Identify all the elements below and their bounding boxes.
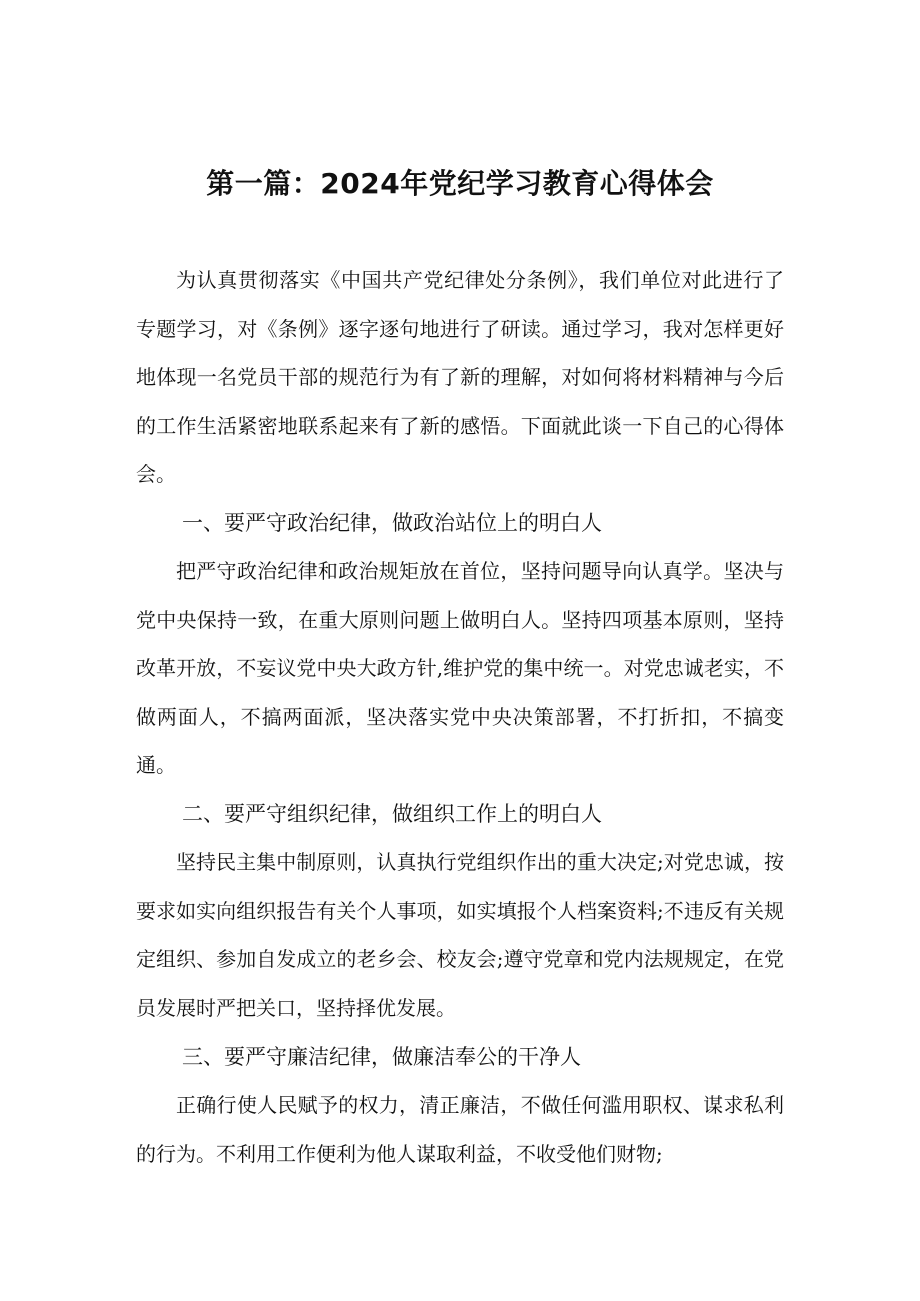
section-heading-integrity: 三、要严守廉洁纪律，做廉洁奉公的干净人: [182, 1045, 581, 1069]
section-body-political: 把严守政治纪律和政治规矩放在首位，坚持问题导向认真学。坚决与党中央保持一致，在重大原则问题上做明白人。坚持四项基本原则，坚持改革开放，不妄议党中央大政方针,维护党的集中统一。对党忠诚老实，不做两面人，不搞两面派，坚决落实党中央决策部署，不打折扣，不搞变通。: [136, 559, 784, 777]
section-heading-political: 一、要严守政治纪律，做政治站位上的明白人: [182, 511, 602, 535]
intro-paragraph: 为认真贯彻落实《中国共产党纪律处分条例》，我们单位对此进行了专题学习，对《条例》逐字逐句地进行了研读。通过学习，我对怎样更好地体现一名党员干部的规范行为有了新的理解，对如何将材料精神与今后的工作生活紧密地联系起来有了新的感悟。下面就此谈一下自己的心得体会。: [136, 268, 784, 486]
section-body-organizational: 坚持民主集中制原则，认真执行党组织作出的重大决定;对党忠诚，按要求如实向组织报告有关个人事项，如实填报个人档案资料;不违反有关规定组织、参加自发成立的老乡会、校友会;遵守党章和党内法规规定，在党员发展时严把关口，坚持择优发展。: [136, 850, 784, 1020]
document-title: 第一篇：2024年党纪学习教育心得体会: [206, 167, 714, 200]
section-heading-organizational: 二、要严守组织纪律，做组织工作上的明白人: [182, 802, 602, 826]
section-body-integrity: 正确行使人民赋予的权力，清正廉洁，不做任何滥用职权、谋求私利的行为。不利用工作便利为他人谋取利益，不收受他们财物;: [136, 1093, 784, 1166]
